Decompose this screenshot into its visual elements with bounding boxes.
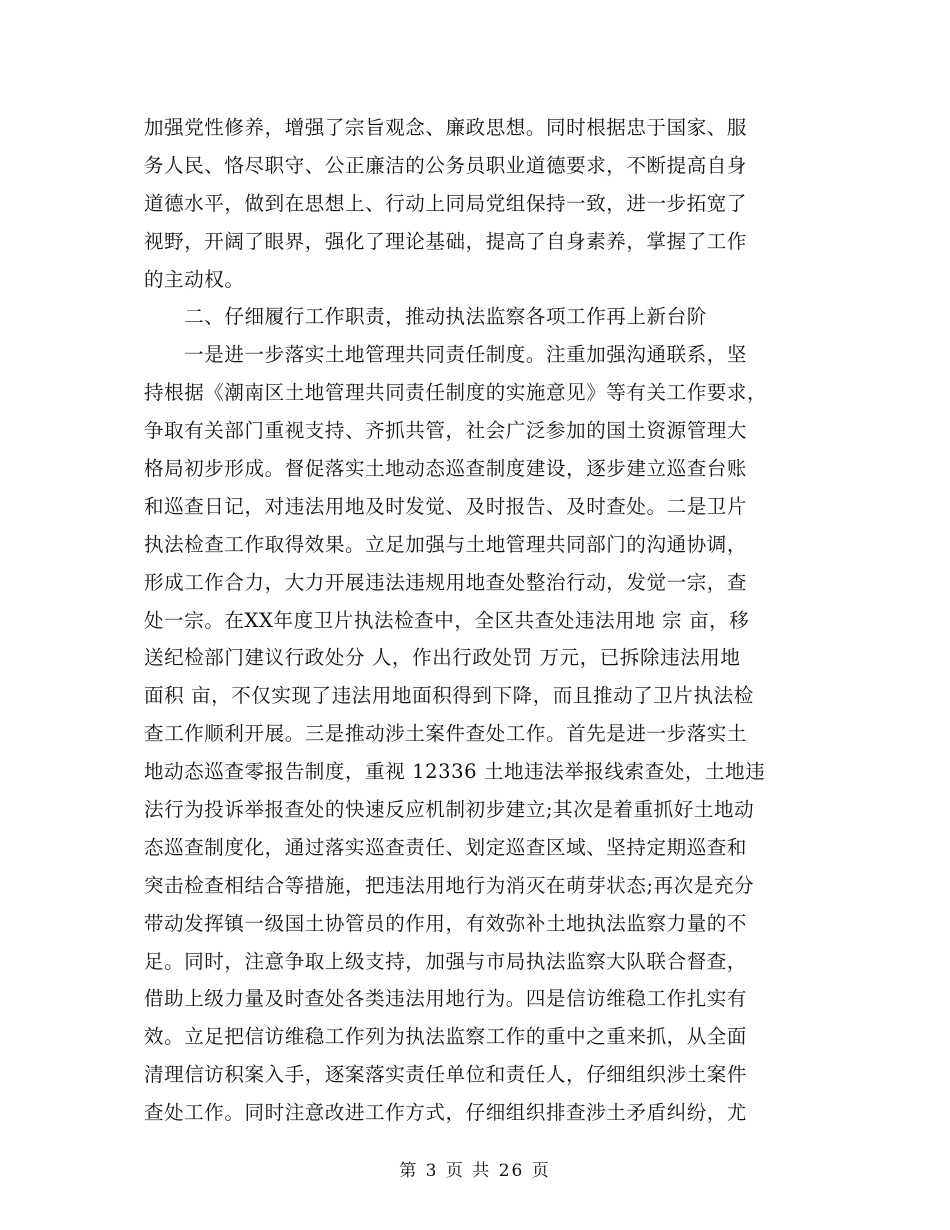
text-line: 足。同时，注意争取上级支持，加强与市局执法监察大队联合督查， <box>144 949 748 973</box>
text-line: 持根据《潮南区土地管理共同责任制度的实施意见》等有关工作要求， <box>144 381 768 405</box>
text-line: 送纪检部门建议行政处分 人，作出行政处罚 万元，已拆除违法用地 <box>144 646 741 670</box>
section-heading: 二、仔细履行工作职责，推动执法监察各项工作再上新台阶 <box>144 305 707 329</box>
text-line: 处一宗。在XX年度卫片执法检查中，全区共查处违法用地 宗 亩，移 <box>144 608 750 632</box>
text-line: 突击检查相结合等措施，把违法用地行为消灭在萌芽状态;再次是充分 <box>144 873 755 897</box>
body-text <box>144 109 804 1132</box>
text-line: 加强党性修养，增强了宗旨观念、廉政思想。同时根据忠于国家、服 <box>144 116 748 139</box>
text-line: 形成工作合力，大力开展违法违规用地查处整治行动，发觉一宗，查 <box>144 570 748 594</box>
text-line: 态巡查制度化，通过落实巡查责任、划定巡查区域、坚持定期巡查和 <box>144 835 748 859</box>
text-line: 借助上级力量及时查处各类违法用地行为。四是信访维稳工作扎实有 <box>144 987 748 1011</box>
text-line: 执法检查工作取得效果。立足加强与土地管理共同部门的沟通协调， <box>144 532 748 556</box>
text-line: 法行为投诉举报查处的快速反应机制初步建立;其次是着重抓好土地动 <box>144 798 755 822</box>
text-line: 和巡查日记，对违法用地及时发觉、及时报告、及时查处。二是卫片 <box>144 494 748 518</box>
text-line: 务人民、恪尽职守、公正廉洁的公务员职业道德要求，不断提高自身 <box>144 153 748 177</box>
text-line: 的主动权。 <box>144 267 245 291</box>
text-line: 地动态巡查零报告制度，重视 12336 土地违法举报线索查处，土地违 <box>144 760 766 784</box>
text-line: 清理信访积案入手，逐案落实责任单位和责任人，仔细组织涉土案件 <box>144 1063 748 1087</box>
text-line: 争取有关部门重视支持、齐抓共管，社会广泛参加的国土资源管理大 <box>144 419 748 443</box>
text-line: 查工作顺利开展。三是推动涉土案件查处工作。首先是进一步落实土 <box>144 722 748 746</box>
text-line: 面积 亩，不仅实现了违法用地面积得到下降，而且推动了卫片执法检 <box>144 684 754 708</box>
text-line: 一是进一步落实土地管理共同责任制度。注重加强沟通联系，坚 <box>144 343 748 367</box>
text-line: 道德水平，做到在思想上、行动上同局党组保持一致，进一步拓宽了 <box>144 191 748 215</box>
text-line: 格局初步形成。督促落实土地动态巡查制度建设，逐步建立巡查台账 <box>144 457 748 481</box>
text-line: 带动发挥镇一级国土协管员的作用，有效弥补土地执法监察力量的不 <box>144 911 748 935</box>
text-line: 视野，开阔了眼界，强化了理论基础，提高了自身素养，掌握了工作 <box>144 229 748 253</box>
page-footer: 第 3 页 共 26 页 <box>399 1161 551 1181</box>
text-line: 查处工作。同时注意改进工作方式，仔细组织排查涉土矛盾纠纷，尤 <box>144 1101 748 1125</box>
text-line: 效。立足把信访维稳工作列为执法监察工作的重中之重来抓，从全面 <box>144 1025 748 1049</box>
